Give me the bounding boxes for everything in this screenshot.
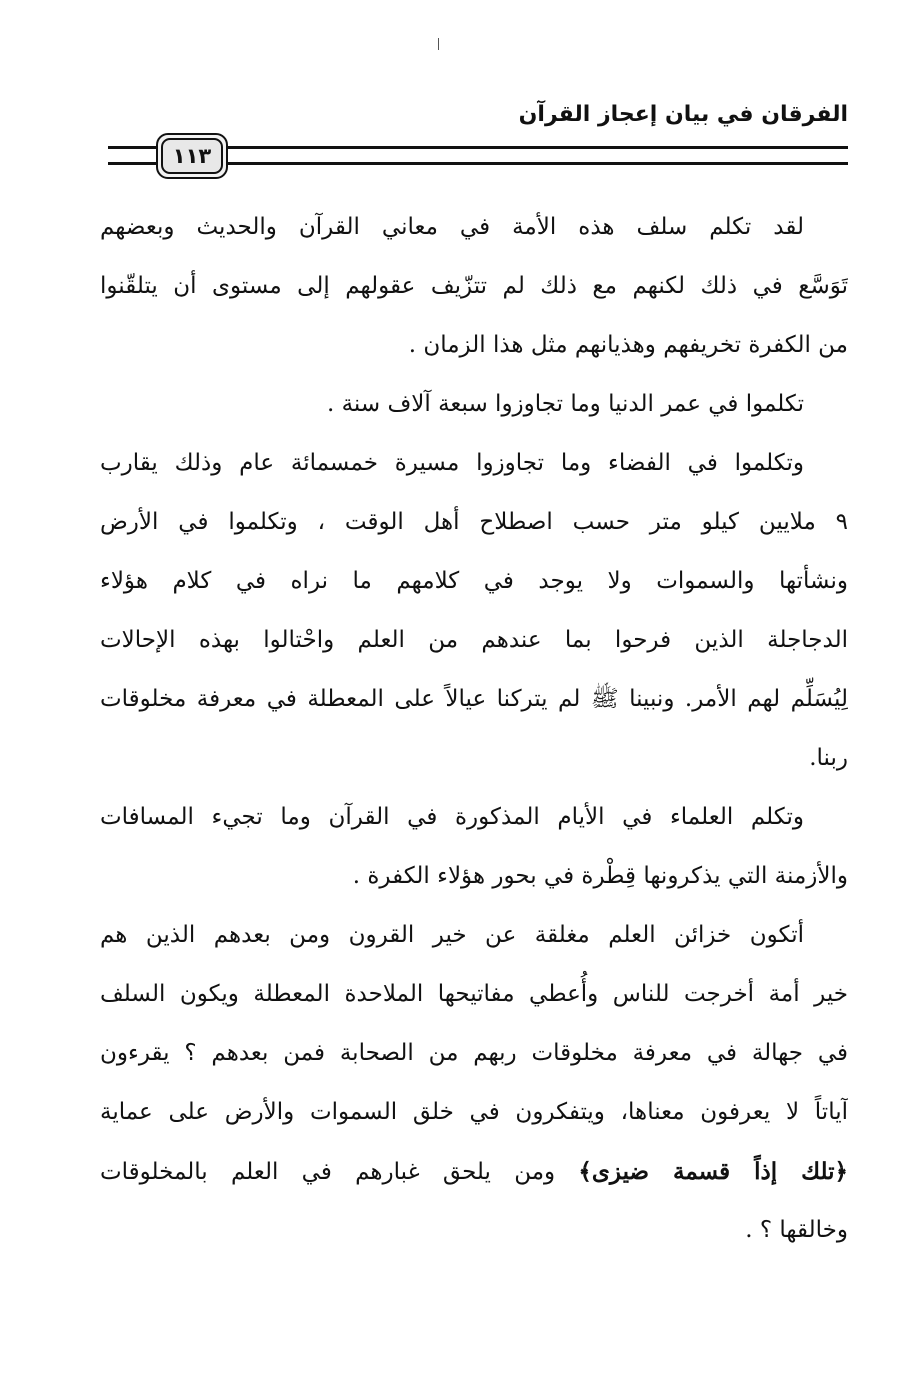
quran-quote: ﴿تلك إذاً قسمة ضيزى﴾	[578, 1158, 848, 1185]
text-line: ٩ ملايين كيلو متر حسب اصطلاح أهل الوقت ، وتكلموا في الأرض	[100, 509, 848, 535]
text-line: من الكفرة تخريفهم وهذيانهم مثل هذا الزمان .	[408, 332, 848, 358]
text-line: آياتاً لا يعرفون معناها، ويتفكرون في خلق السموات والأرض على عماية	[100, 1099, 848, 1125]
body-text	[100, 198, 848, 1260]
crop-mark	[438, 38, 439, 50]
text-line: وتكلم العلماء في الأيام المذكورة في القرآن وما تجيء المسافات	[100, 804, 804, 830]
text-line: خير أمة أخرجت للناس وأُعطي مفاتيحها الملاحدة المعطلة ويكون السلف	[100, 981, 848, 1007]
running-header-title: الفرقان في بيان إعجاز القرآن	[518, 102, 848, 127]
text-line: ونشأتها والسموات ولا يوجد في كلامهم ما نراه في كلام هؤلاء	[100, 568, 848, 594]
text-line: ربنا.	[809, 745, 848, 771]
text-line: أتكون خزائن العلم مغلقة عن خير القرون ومن بعدهم الذين هم	[100, 922, 804, 948]
header-rule-left-top	[108, 146, 156, 149]
header-rule-right-top	[228, 146, 848, 149]
text-line: في جهالة في معرفة مخلوقات ربهم من الصحابة فمن بعدهم ؟ يقرءون	[100, 1040, 848, 1066]
header-rule-right-bottom	[228, 162, 848, 165]
text-line: وتكلموا في الفضاء وما تجاوزوا مسيرة خمسمائة عام وذلك يقارب	[100, 450, 804, 476]
text-line-rest: ومن يلحق غبارهم في العلم بالمخلوقات	[100, 1159, 556, 1185]
page-number-badge	[156, 133, 228, 179]
text-line: لِيُسَلِّم لهم الأمر. ونبينا ﷺ لم يتركنا عيالاً على المعطلة في معرفة مخلوقات	[100, 686, 848, 712]
text-line: الدجاجلة الذين فرحوا بما عندهم من العلم واحْتالوا بهذه الإحالات	[100, 627, 848, 653]
page-number: ١١٣	[161, 138, 223, 174]
header-rule-left-bottom	[108, 162, 156, 165]
text-line: تَوَسَّع في ذلك لكنهم مع ذلك لم تتزّيف عقولهم إلى مستوى أن يتلقّنوا	[100, 273, 848, 299]
text-line: تكلموا في عمر الدنيا وما تجاوزوا سبعة آلاف سنة .	[326, 391, 804, 417]
text-line: والأزمنة التي يذكرونها قِطْرة في بحور هؤلاء الكفرة .	[352, 863, 848, 889]
text-line-with-quote	[100, 1142, 848, 1201]
text-line: لقد تكلم سلف هذه الأمة في معاني القرآن والحديث وبعضهم	[100, 214, 804, 240]
text-line: وخالقها ؟ .	[745, 1217, 848, 1243]
